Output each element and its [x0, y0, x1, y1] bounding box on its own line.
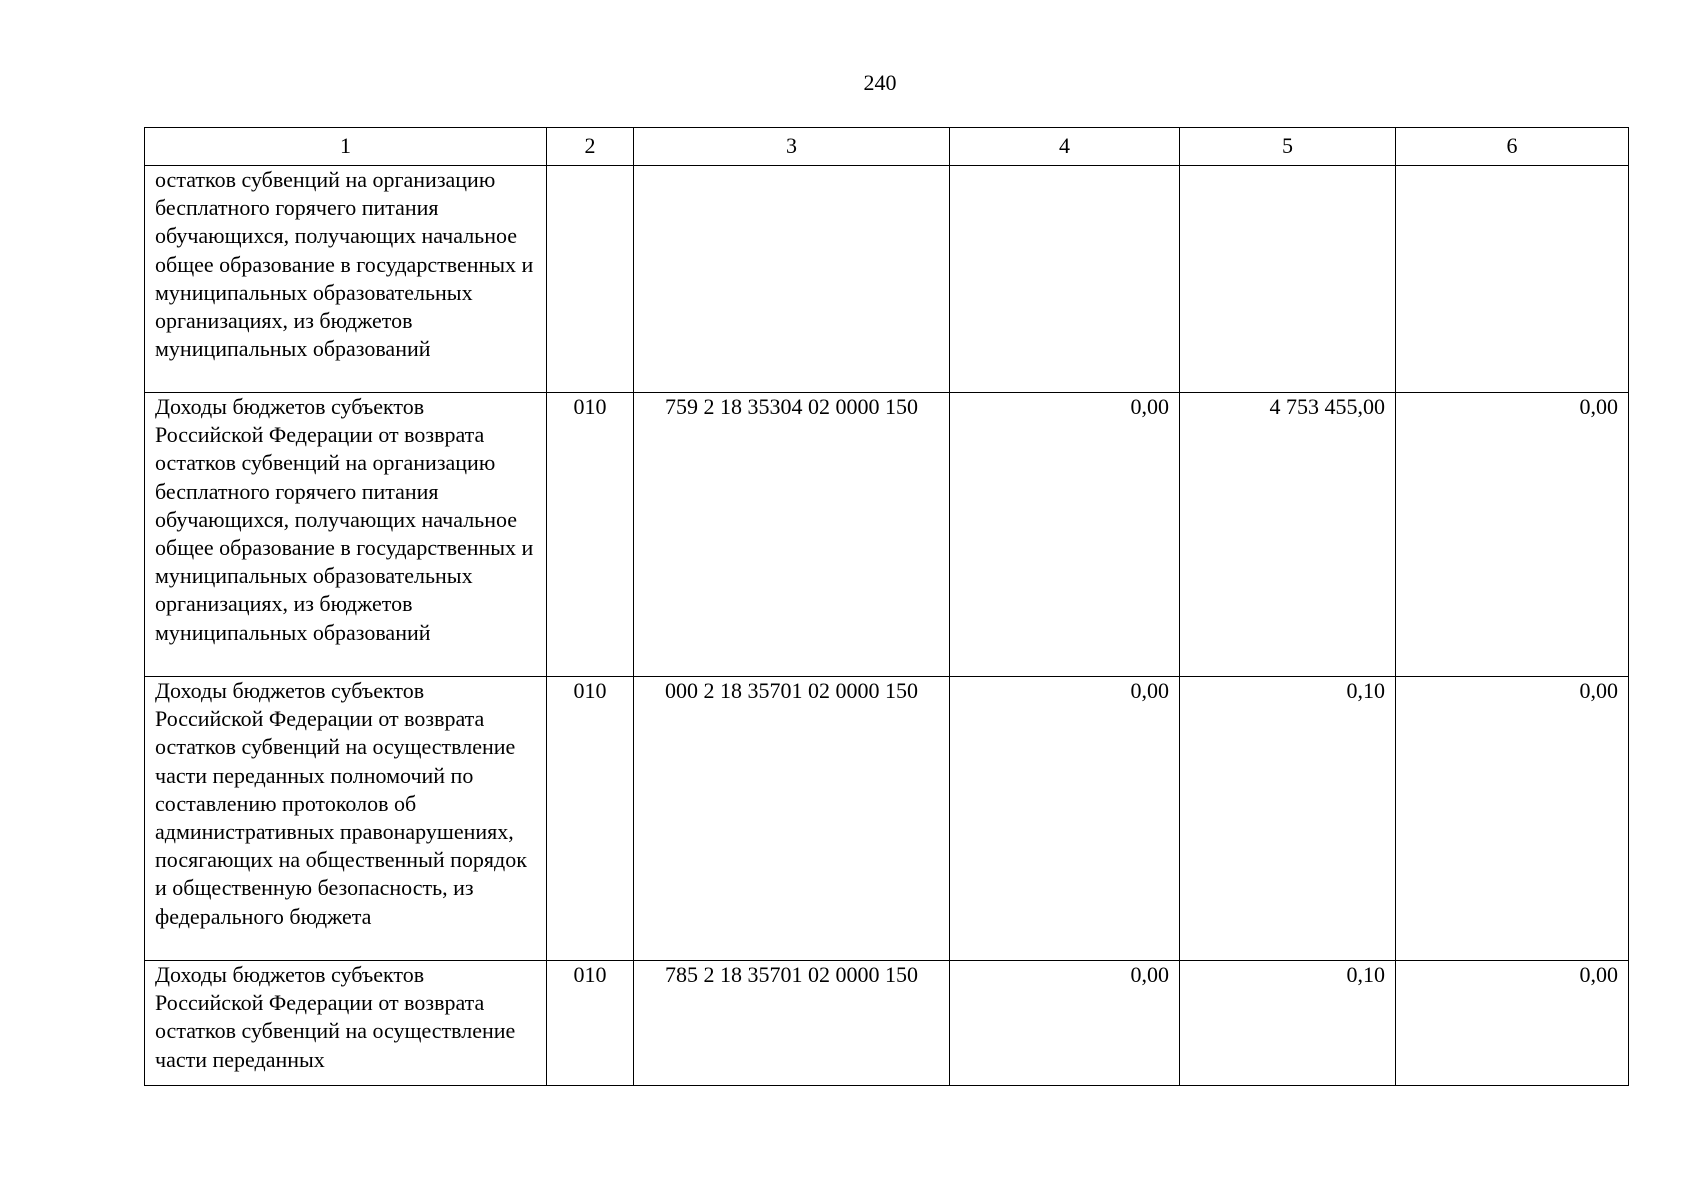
row-col4: 0,00 [950, 961, 1180, 1086]
row-col5 [1180, 166, 1396, 393]
column-header-3: 3 [634, 128, 950, 166]
row-col2: 010 [547, 961, 634, 1086]
row-col5: 0,10 [1180, 961, 1396, 1086]
row-col4: 0,00 [950, 677, 1180, 961]
budget-revenue-table [144, 127, 1629, 1086]
row-col5: 4 753 455,00 [1180, 393, 1396, 677]
row-col6: 0,00 [1396, 393, 1629, 677]
row-col2 [547, 166, 634, 393]
row-col2: 010 [547, 677, 634, 961]
row-col6 [1396, 166, 1629, 393]
row-col4: 0,00 [950, 393, 1180, 677]
row-col6: 0,00 [1396, 961, 1629, 1086]
table-row [145, 166, 1629, 393]
table-header-row [145, 128, 1629, 166]
row-code: 759 2 18 35304 02 0000 150 [634, 393, 950, 677]
row-col4 [950, 166, 1180, 393]
row-code: 000 2 18 35701 02 0000 150 [634, 677, 950, 961]
table-row [145, 961, 1629, 1086]
column-header-5: 5 [1180, 128, 1396, 166]
row-col6: 0,00 [1396, 677, 1629, 961]
column-header-4: 4 [950, 128, 1180, 166]
column-header-1: 1 [145, 128, 547, 166]
row-description: Доходы бюджетов субъектов Российской Федерации от возврата остатков субвенций на осуществление части переданных полномочий по составлению протоколов об административных правонарушениях, посягающих на общественный порядок и общественную безопасность, из федерального бюджета [145, 677, 547, 961]
page-number: 240 [863, 70, 897, 95]
row-description: остатков субвенций на организацию бесплатного горячего питания обучающихся, получающих начальное общее образование в государственных и муниципальных образовательных организациях, из бюджетов муниципальных образований [145, 166, 547, 393]
row-code [634, 166, 950, 393]
row-description: Доходы бюджетов субъектов Российской Федерации от возврата остатков субвенций на осуществление части переданных [145, 961, 547, 1086]
table-row [145, 677, 1629, 961]
row-col2: 010 [547, 393, 634, 677]
row-code: 785 2 18 35701 02 0000 150 [634, 961, 950, 1086]
row-description: Доходы бюджетов субъектов Российской Федерации от возврата остатков субвенций на организацию бесплатного горячего питания обучающихся, получающих начальное общее образование в государственных и муниципальных образовательных организациях, из бюджетов муниципальных образований [145, 393, 547, 677]
table-row [145, 393, 1629, 677]
column-header-2: 2 [547, 128, 634, 166]
row-col5: 0,10 [1180, 677, 1396, 961]
column-header-6: 6 [1396, 128, 1629, 166]
